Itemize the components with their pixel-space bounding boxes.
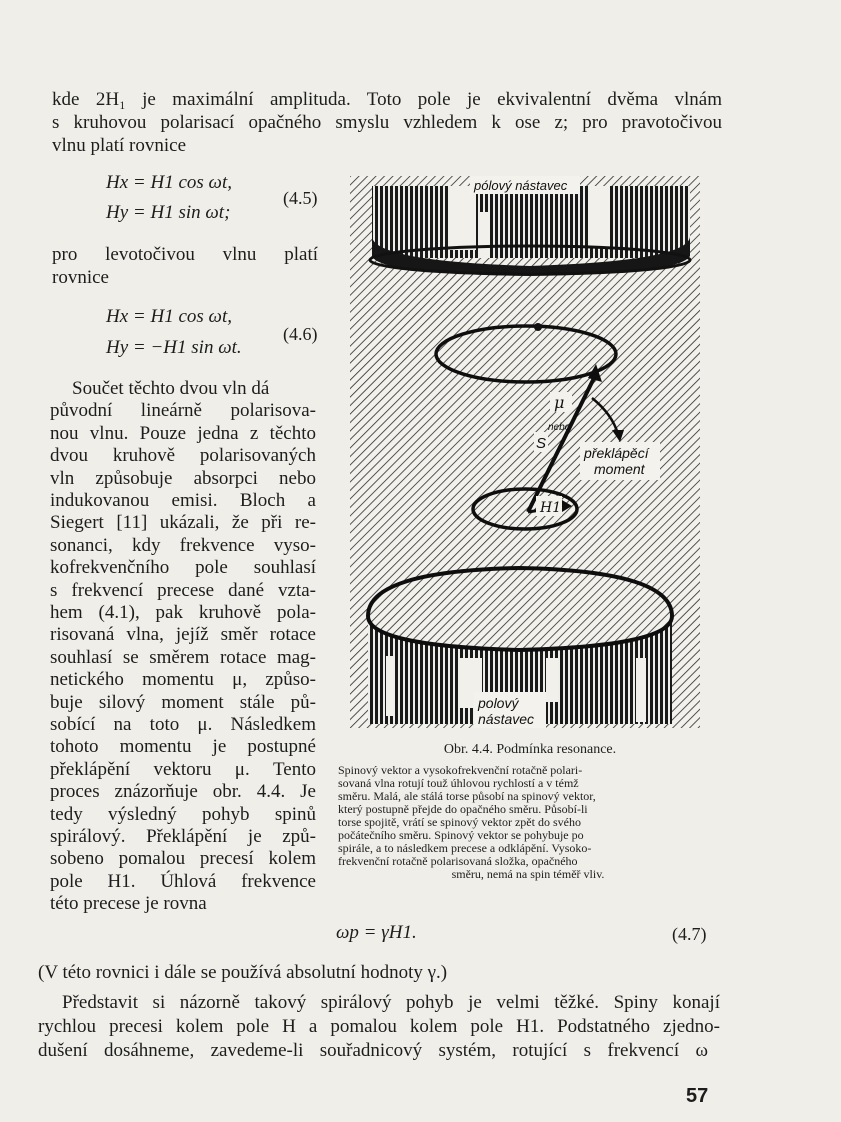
column-line: Siegert [11] ukázali, že při re- <box>50 512 316 534</box>
column-line: risovaná vlna, jejíž směr rotace <box>50 624 316 646</box>
column-line: kofrekvenčního pole souhlasí <box>50 557 316 579</box>
equation-4-6-line-2: Hy = −H1 sin ωt. <box>106 337 242 358</box>
column-line: vln způsobuje absorpci nebo <box>50 467 316 489</box>
column-line: této precese je rovna <box>50 893 207 915</box>
figure-caption-body <box>338 764 718 881</box>
intro-line-3: vlnu platí rovnice <box>52 135 187 156</box>
intro-line-1: kde 2H₁ je maximální amplituda. Toto pole je ekvivalentní dvěma vlnám <box>52 89 722 110</box>
label-top-pole-piece: pólový nástavec <box>474 178 568 193</box>
column-line: hem (4.1), pak kruhově pola- <box>50 602 316 623</box>
equation-4-6-number: (4.6) <box>283 324 318 344</box>
caption-line: spirále, a to následkem precese a odklápění. Vysoko- <box>338 841 592 855</box>
equation-4-5-number: (4.5) <box>283 188 318 208</box>
column-line: sobící na toto μ. Následkem <box>50 714 316 735</box>
caption-line: frekvenční rotačně polarisovaná složka, opačného <box>338 854 578 868</box>
column-line: netického momentu μ, způso- <box>50 669 316 691</box>
equation-4-7: ωp = γH1. <box>336 922 417 943</box>
column-line: původní lineárně polarisova- <box>50 400 316 422</box>
column-line: překlápění vektoru μ. Tento <box>50 758 316 780</box>
column-line: tedy výsledný pohyb spinů <box>50 803 316 825</box>
column-line: Součet těchto dvou vln dá <box>72 378 270 399</box>
after-line-2: Představit si názorně takový spirálový pohyb je velmi těžké. Spiny konají <box>62 992 720 1013</box>
caption-line: směru, nemá na spin téměř vliv. <box>451 867 605 881</box>
caption-line: počátečního směru. Spinový vektor se pohybuje po <box>338 828 584 842</box>
mid-line-1: pro levotočivou vlnu platí <box>52 244 318 265</box>
column-line: sonanci, kdy frekvence vyso- <box>50 534 316 556</box>
upper-precession-ellipse <box>436 326 616 382</box>
column-line: proces znázorňuje obr. 4.4. Je <box>50 781 316 803</box>
caption-line: sovaná vlna rotují touž úhlovou rychlostí a v témž <box>338 776 579 790</box>
column-line: buje silový moment stále pů- <box>50 691 316 713</box>
after-line-3: rychlou precesi kolem pole H a pomalou kolem pole H1. Podstatného zjedno- <box>38 1016 720 1037</box>
column-line: spirálový. Překlápění je způ- <box>50 826 316 847</box>
label-spin-s: S <box>536 435 547 452</box>
label-mu: μ <box>554 393 565 412</box>
label-h1: H1 <box>540 500 562 516</box>
label-bottom-pole-1: polový <box>478 695 519 711</box>
column-line: souhlasí se směrem rotace mag- <box>50 646 316 668</box>
caption-line: směru. Malá, ale stálá torse působí na spinový vektor, <box>338 789 596 803</box>
equation-4-6-line-1: Hx = H1 cos ωt, <box>106 306 232 327</box>
equation-4-5-line-2: Hy = H1 sin ωt; <box>106 202 231 223</box>
figure-caption-title: Obr. 4.4. Podmínka resonance. <box>443 742 617 757</box>
label-moment-1: překlápěcí <box>584 445 649 461</box>
column-line: indukovanou emisi. Bloch a <box>50 490 316 511</box>
label-bottom-pole-2: nástavec <box>478 711 535 727</box>
column-line: nou vlnu. Pouze jedna z těchto <box>50 422 316 444</box>
column-line: dvou kruhově polarisovaných <box>50 445 316 467</box>
column-line: tohoto momentu je postupné <box>50 736 316 758</box>
mid-line-2: rovnice <box>52 267 109 288</box>
equation-4-7-number: (4.7) <box>672 924 707 944</box>
after-line-4: dušení dosáhneme, zavedeme-li souřadnicový systém, rotující s frekvencí ω <box>38 1040 708 1061</box>
caption-line: který postupně přejde do opačného směru. Působí-li <box>338 802 588 816</box>
column-line: pole H1. Úhlová frekvence <box>50 870 316 892</box>
figure-resonance <box>350 176 700 728</box>
caption-line: Spinový vektor a vysokofrekvenční rotačně polari- <box>338 763 583 777</box>
after-line-1: (V této rovnici i dále se používá absolutní hodnoty γ.) <box>38 962 448 983</box>
caption-line: torse spojitě, vrátí se spinový vektor zpět do svého <box>338 815 581 829</box>
label-nebo: nebo <box>548 422 571 433</box>
intro-line-2: s kruhovou polarisací opačného smyslu vzhledem k ose z; pro pravotočivou <box>52 112 722 133</box>
column-line: s frekvencí precese dané vzta- <box>50 579 316 601</box>
equation-4-5-line-1: Hx = H1 cos ωt, <box>106 172 232 193</box>
column-line: sobeno pomalou precesí kolem <box>50 848 316 870</box>
label-moment-2: moment <box>594 461 645 477</box>
page-number: 57 <box>686 1085 709 1107</box>
